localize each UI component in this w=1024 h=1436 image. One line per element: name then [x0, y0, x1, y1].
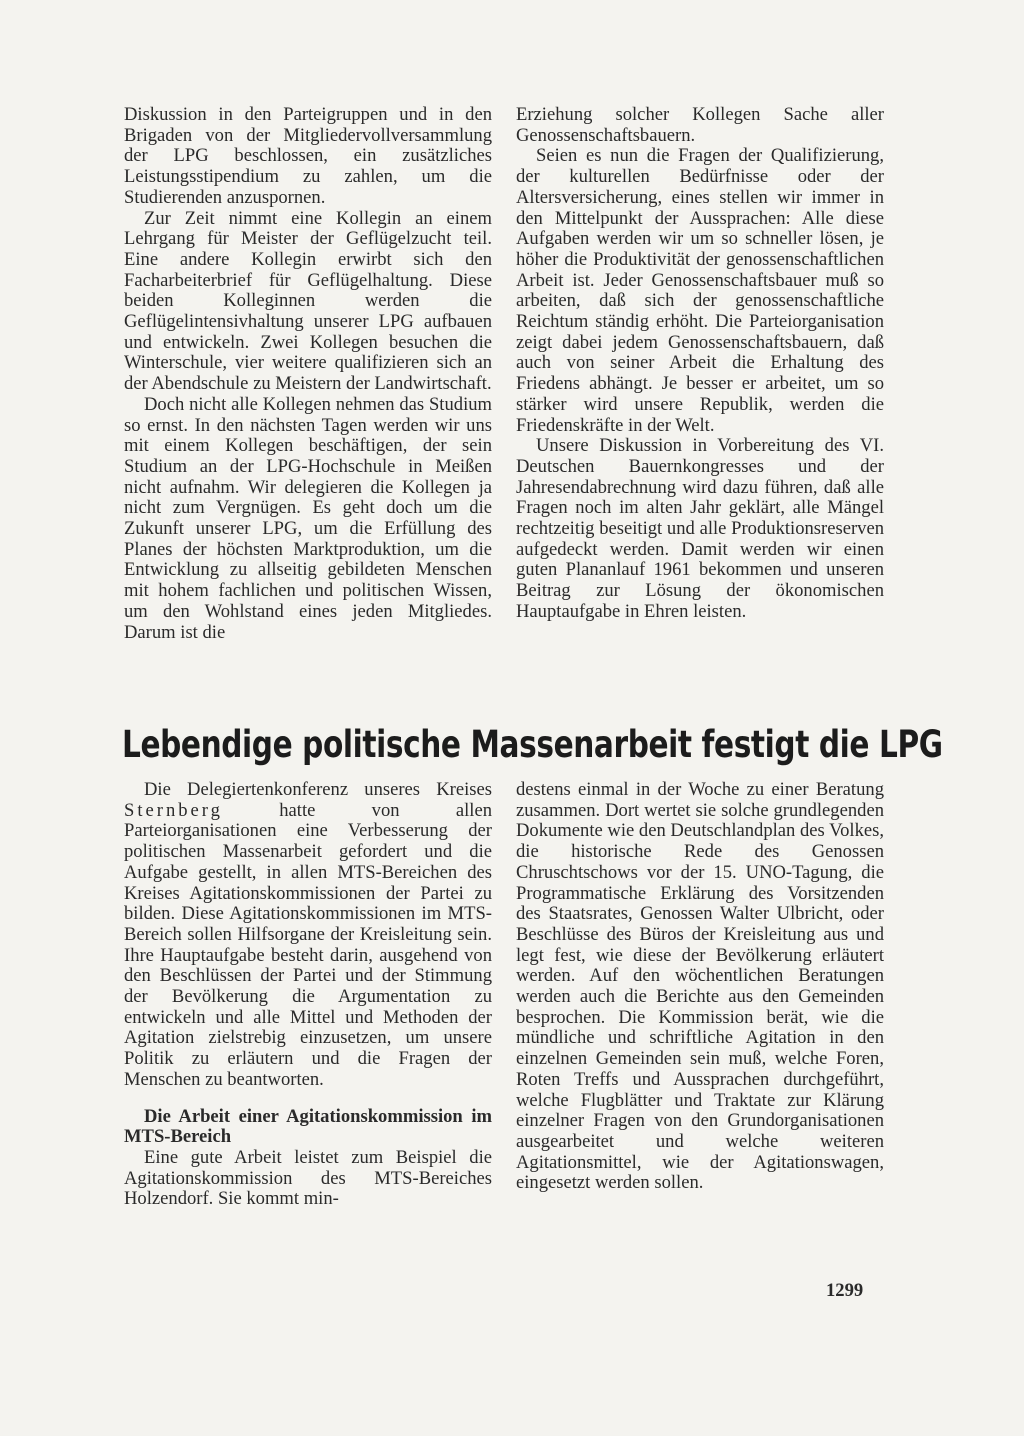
paragraph: Erziehung solcher Kollegen Sache aller Genossenschaftsbauern. [516, 104, 884, 146]
paragraph: Doch nicht alle Kollegen nehmen das Studium so ernst. In den nächsten Tagen werden wir uns mit einem Kollegen beschäftigen, der sein Studium an der LPG-Hochschule in Meißen nicht aufnahm. Wir delegieren die Kollegen ja nicht zum Vergnügen. Es geht doch um die Zukunft unserer LPG, um die Erfüllung des Planes der höchsten Marktproduktion, um die Entwicklung zu allseitig gebildeten Menschen mit hohem fachlichen und politischen Wissen, um den Wohlstand eines jeden Mitgliedes. Darum ist die [124, 393, 492, 643]
place-name: Sternberg [124, 799, 223, 821]
bottom-left-column [124, 780, 492, 1210]
paragraph: Eine gute Arbeit leistet zum Beispiel die Agitationskommission des MTS-Bereiches Holzendorf. Sie kommt min- [124, 1146, 492, 1210]
bottom-right-column [516, 780, 884, 1194]
paragraph [124, 780, 492, 1091]
paragraph-text: Die Delegiertenkonferenz unseres Kreises [144, 779, 492, 800]
paragraph: Diskussion in den Parteigruppen und in den Brigaden von der Mitgliedervollversammlung der LPG beschlossen, ein zusätzliches Leistungsstipendium zu zahlen, um die Studierenden anzuspornen. [124, 104, 492, 208]
paragraph: destens einmal in der Woche zu einer Beratung zusammen. Dort wertet sie solche grundlegenden Dokumente wie den Deutschlandplan des Volkes, die historische Rede des Genossen Chruschtschows vor der 15. UNO-Tagung, die Programmatische Erklärung des Vorsitzenden des Staatsrates, Genossen Walter Ulbricht, oder Beschlüsse des Büros der Kreisleitung aus und legt fest, wie diese der Bevölkerung erläutert werden. Auf den wöchentlichen Beratungen werden auch die Berichte aus den Gemeinden besprochen. Die Kommission berät, wie die mündliche und schriftliche Agitation in den einzelnen Gemeinden sein muß, welche Foren, Roten Treffs und Aussprachen durchgeführt, welche Flugblätter und Traktate zur Klärung einzelner Fragen von den Grundorganisationen ausgearbeitet und welche weiteren Agitationsmittel, wie der Agitationswagen, eingesetzt werden sollen. [516, 779, 885, 1194]
article-headline: Lebendige politische Massenarbeit festigt die LPG [122, 723, 943, 766]
paragraph: Unsere Diskussion in Vorbereitung des VI. Deutschen Bauernkongresses und der Jahresendabrechnung wird dazu führen, daß alle Fragen noch im alten Jahr geklärt, alle Mängel rechtzeitig beseitigt und alle Produktionsreserven aufgedeckt werden. Damit werden wir einen guten Plananlauf 1961 bekommen und unseren Beitrag zur Lösung der ökonomischen Hauptaufgabe in Ehren leisten. [516, 435, 884, 622]
paragraph: Seien es nun die Fragen der Qualifizierung, der kulturellen Bedürfnisse oder der Altersversicherung, eines stellen wir immer in den Mittelpunkt der Aussprachen: Alle diese Aufgaben werden wir um so schneller lösen, je höher die Produktivität der genossenschaftlichen Arbeit ist. Jeder Genossenschaftsbauer muß so arbeiten, daß sich der genossenschaftliche Reichtum ständig erhöht. Die Parteiorganisation zeigt dabei jedem Genossenschaftsbauern, daß auch von seiner Arbeit die Erhaltung des Friedens abhängt. Je besser er arbeitet, um so stärker wird unsere Republik, werden die Friedenskräfte in der Welt. [516, 145, 884, 436]
page-number: 1299 [826, 1280, 864, 1301]
top-left-column [124, 105, 492, 643]
top-right-column [516, 105, 884, 623]
paragraph: Zur Zeit nimmt eine Kollegin an einem Lehrgang für Meister der Geflügelzucht teil. Eine andere Kollegin erwirbt sich den Facharbeiterbrief für Geflügelhaltung. Diese beiden Kolleginnen werden die Geflügelintensivhaltung unserer LPG aufbauen und entwickeln. Zwei Kollegen besuchen die Winterschule, vier weitere qualifizieren sich an der Abendschule zu Meistern der Landwirtschaft. [124, 207, 492, 395]
section-subheading: Die Arbeit einer Agitationskommission im MTS-Bereich [124, 1105, 492, 1148]
paragraph-text: hatte von allen Parteiorganisationen eine Verbesserung der politischen Massenarbeit gefordert und die Aufgabe gestellt, in allen MTS-Bereichen des Kreises Agitationskommissionen der Partei zu bilden. Diese Agitationskommissionen im MTS-Bereich sollen Hilfsorgane der Kreisleitung sein. Ihre Hauptaufgabe besteht darin, ausgehend von den Beschlüssen der Partei und der Stimmung der Bevölkerung die Argumentation zu entwickeln und alle Mittel und Methoden der Agitation zielstrebig einzusetzen, um unsere Politik zu erläutern und die Fragen der Menschen zu beantworten. [124, 799, 492, 1090]
